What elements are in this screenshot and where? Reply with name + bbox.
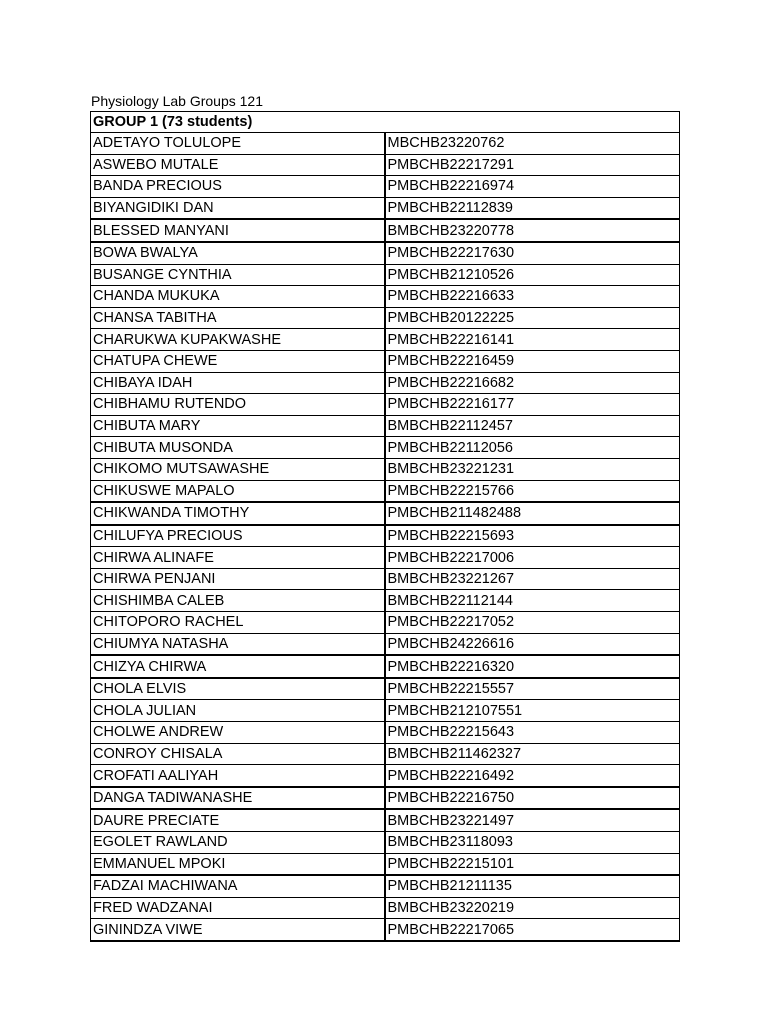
student-id-cell: PMBCHB20122225 xyxy=(385,307,680,329)
student-name-cell: FRED WADZANAI xyxy=(91,897,385,919)
student-name-cell: CHOLA ELVIS xyxy=(91,678,385,700)
student-id-cell: BMBCHB23118093 xyxy=(385,832,680,854)
student-id-cell: PMBCHB211482488 xyxy=(385,502,680,525)
student-name-cell: BOWA BWALYA xyxy=(91,242,385,264)
table-row xyxy=(91,394,680,416)
table-row xyxy=(91,350,680,372)
student-name-cell: EMMANUEL MPOKI xyxy=(91,853,385,875)
student-name-cell: CHATUPA CHEWE xyxy=(91,350,385,372)
table-row xyxy=(91,286,680,308)
table-row xyxy=(91,853,680,875)
student-name-cell: CHIRWA PENJANI xyxy=(91,568,385,590)
student-id-cell: BMBCHB22112144 xyxy=(385,590,680,612)
table-row xyxy=(91,437,680,459)
student-name-cell: CHOLA JULIAN xyxy=(91,700,385,722)
student-id-cell: PMBCHB22217630 xyxy=(385,242,680,264)
group-header-row xyxy=(91,112,680,133)
student-id-cell: PMBCHB22216459 xyxy=(385,350,680,372)
table-row xyxy=(91,633,680,655)
student-name-cell: DANGA TADIWANASHE xyxy=(91,787,385,810)
student-roster-table xyxy=(90,111,680,942)
table-row xyxy=(91,678,680,700)
student-id-cell: PMBCHB22216633 xyxy=(385,286,680,308)
student-name-cell: CHIBHAMU RUTENDO xyxy=(91,394,385,416)
student-id-cell: BMBCHB23221267 xyxy=(385,568,680,590)
student-id-cell: PMBCHB22217291 xyxy=(385,154,680,176)
student-id-cell: PMBCHB24226616 xyxy=(385,633,680,655)
student-name-cell: BLESSED MANYANI xyxy=(91,219,385,242)
student-name-cell: CHITOPORO RACHEL xyxy=(91,612,385,634)
table-row xyxy=(91,919,680,941)
student-name-cell: CHIBAYA IDAH xyxy=(91,372,385,394)
student-id-cell: BMBCHB23221231 xyxy=(385,458,680,480)
table-row xyxy=(91,612,680,634)
student-id-cell: BMBCHB22112457 xyxy=(385,415,680,437)
student-id-cell: PMBCHB212107551 xyxy=(385,700,680,722)
student-name-cell: BIYANGIDIKI DAN xyxy=(91,197,385,219)
table-row xyxy=(91,176,680,198)
student-name-cell: CHIKWANDA TIMOTHY xyxy=(91,502,385,525)
student-name-cell: CHIRWA ALINAFE xyxy=(91,547,385,569)
student-name-cell: CHIKOMO MUTSAWASHE xyxy=(91,458,385,480)
student-name-cell: CHANSA TABITHA xyxy=(91,307,385,329)
table-row xyxy=(91,502,680,525)
student-name-cell: ASWEBO MUTALE xyxy=(91,154,385,176)
student-name-cell: GININDZA VIWE xyxy=(91,919,385,941)
table-row xyxy=(91,307,680,329)
table-row xyxy=(91,415,680,437)
student-name-cell: CHIBUTA MUSONDA xyxy=(91,437,385,459)
student-name-cell: CHILUFYA PRECIOUS xyxy=(91,525,385,547)
student-id-cell: PMBCHB22112839 xyxy=(385,197,680,219)
student-name-cell: CHISHIMBA CALEB xyxy=(91,590,385,612)
student-name-cell: CHANDA MUKUKA xyxy=(91,286,385,308)
roster-body xyxy=(91,112,680,941)
student-name-cell: CHIKUSWE MAPALO xyxy=(91,480,385,502)
student-id-cell: PMBCHB22215693 xyxy=(385,525,680,547)
table-row xyxy=(91,897,680,919)
student-id-cell: PMBCHB22215766 xyxy=(385,480,680,502)
student-id-cell: BMBCHB23220778 xyxy=(385,219,680,242)
student-name-cell: DAURE PRECIATE xyxy=(91,809,385,831)
table-row xyxy=(91,154,680,176)
student-id-cell: PMBCHB21210526 xyxy=(385,264,680,286)
student-id-cell: PMBCHB22217006 xyxy=(385,547,680,569)
student-name-cell: CROFATI AALIYAH xyxy=(91,765,385,787)
student-name-cell: CHOLWE ANDREW xyxy=(91,722,385,744)
table-row xyxy=(91,765,680,787)
student-id-cell: PMBCHB22216492 xyxy=(385,765,680,787)
table-row xyxy=(91,743,680,765)
table-row xyxy=(91,242,680,264)
student-id-cell: PMBCHB22215101 xyxy=(385,853,680,875)
student-name-cell: CHIUMYA NATASHA xyxy=(91,633,385,655)
table-row xyxy=(91,568,680,590)
table-row xyxy=(91,722,680,744)
student-id-cell: BMBCHB211462327 xyxy=(385,743,680,765)
student-id-cell: PMBCHB22215557 xyxy=(385,678,680,700)
table-row xyxy=(91,655,680,678)
student-name-cell: ADETAYO TOLULOPE xyxy=(91,133,385,155)
student-id-cell: BMBCHB23220219 xyxy=(385,897,680,919)
student-id-cell: PMBCHB22217052 xyxy=(385,612,680,634)
student-id-cell: PMBCHB22216750 xyxy=(385,787,680,810)
student-id-cell: PMBCHB22112056 xyxy=(385,437,680,459)
student-name-cell: FADZAI MACHIWANA xyxy=(91,875,385,897)
table-row xyxy=(91,809,680,831)
student-name-cell: BUSANGE CYNTHIA xyxy=(91,264,385,286)
student-id-cell: BMBCHB23221497 xyxy=(385,809,680,831)
document-title: Physiology Lab Groups 121 xyxy=(91,93,263,109)
table-row xyxy=(91,547,680,569)
student-name-cell: CHIZYA CHIRWA xyxy=(91,655,385,678)
table-row xyxy=(91,875,680,897)
table-row xyxy=(91,480,680,502)
student-id-cell: PMBCHB21211135 xyxy=(385,875,680,897)
student-id-cell: PMBCHB22215643 xyxy=(385,722,680,744)
table-row xyxy=(91,372,680,394)
table-row xyxy=(91,133,680,155)
table-row xyxy=(91,590,680,612)
table-row xyxy=(91,700,680,722)
table-row xyxy=(91,329,680,351)
table-row xyxy=(91,832,680,854)
student-id-cell: PMBCHB22216177 xyxy=(385,394,680,416)
table-row xyxy=(91,219,680,242)
table-row xyxy=(91,525,680,547)
group-header: GROUP 1 (73 students) xyxy=(91,112,680,133)
student-id-cell: PMBCHB22217065 xyxy=(385,919,680,941)
student-id-cell: PMBCHB22216320 xyxy=(385,655,680,678)
table-row xyxy=(91,458,680,480)
student-id-cell: PMBCHB22216141 xyxy=(385,329,680,351)
student-id-cell: PMBCHB22216974 xyxy=(385,176,680,198)
table-row xyxy=(91,264,680,286)
student-name-cell: EGOLET RAWLAND xyxy=(91,832,385,854)
student-id-cell: MBCHB23220762 xyxy=(385,133,680,155)
table-row xyxy=(91,197,680,219)
student-name-cell: CHIBUTA MARY xyxy=(91,415,385,437)
student-id-cell: PMBCHB22216682 xyxy=(385,372,680,394)
table-row xyxy=(91,787,680,810)
student-name-cell: BANDA PRECIOUS xyxy=(91,176,385,198)
student-name-cell: CHARUKWA KUPAKWASHE xyxy=(91,329,385,351)
student-name-cell: CONROY CHISALA xyxy=(91,743,385,765)
